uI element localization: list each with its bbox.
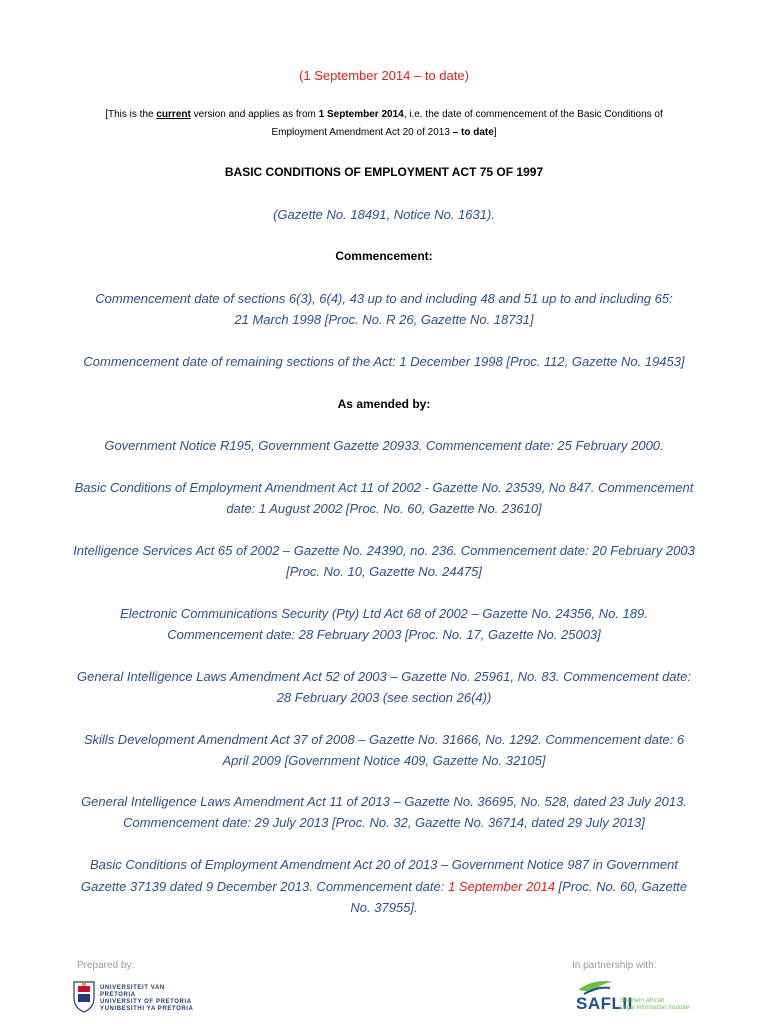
amendment-item: Commencement date: 28 February 2003 [Proc. No. 17, Gazette No. 25003]	[167, 627, 601, 642]
version-line: (1 September 2014 – to date)	[299, 68, 469, 83]
amendment-item: Skills Development Amendment Act 37 of 2008 – Gazette No. 31666, No. 1292. Commencement date: 6	[83, 732, 685, 747]
university-of-pretoria-logo	[72, 978, 202, 1014]
saflii-wordmark: SAFLII	[576, 994, 633, 1013]
amendment-item: Government Notice R195, Government Gazette 20933. Commencement date: 25 February 2000.	[104, 438, 664, 453]
amendment-item: 28 February 2003 (see section 26(4))	[276, 690, 492, 705]
saflii-tagline: Legal Information Institute	[620, 1005, 690, 1011]
up-logo-line: UNIVERSITY OF PRETORIA	[100, 999, 192, 1005]
amendment-item: [Proc. No. 10, Gazette No. 24475]	[286, 564, 482, 579]
amendment-item: Basic Conditions of Employment Amendment Act 11 of 2002 - Gazette No. 23539, No 847. Commencement	[74, 480, 694, 495]
amendment-item: General Intelligence Laws Amendment Act 52 of 2003 – Gazette No. 25961, No. 83. Commencement date:	[76, 669, 691, 684]
gazette-reference: (Gazette No. 18491, Notice No. 1631).	[273, 207, 495, 222]
current-label: current	[156, 109, 191, 120]
act-title: BASIC CONDITIONS OF EMPLOYMENT ACT 75 OF 1997	[224, 165, 544, 179]
amended-heading: As amended by:	[337, 397, 431, 411]
amendment-item: date: 1 August 2002 [Proc. No. 60, Gazette No. 23610]	[226, 501, 542, 516]
up-logo-line: UNIVERSITEIT VAN PRETORIA	[100, 985, 165, 998]
amendment-item: No. 37955].	[350, 900, 418, 915]
partnership-label: In partnership with:	[572, 960, 657, 971]
commencement-item: Commencement date of remaining sections of the Act: 1 December 1998 [Proc. 112, Gazette No. 19453]	[83, 354, 685, 369]
up-logo-line: YUNIBESITHI YA PRETORIA	[100, 1006, 194, 1012]
saflii-logo	[574, 976, 694, 1016]
amendment-item: Basic Conditions of Employment Amendment Act 20 of 2013 – Government Notice 987 in Government	[90, 857, 678, 872]
effective-date: 1 September 2014	[447, 879, 555, 894]
prepared-by-label: Prepared by:	[77, 960, 135, 971]
version-note-line1: [This is the current version and applies as from 1 September 2014, i.e. the date of commencement of the Basic Conditions of	[105, 109, 663, 120]
amendment-item: Intelligence Services Act 65 of 2002 – Gazette No. 24390, no. 236. Commencement date: 20 February 2003	[73, 543, 695, 558]
amendment-item: General Intelligence Laws Amendment Act 11 of 2013 – Gazette No. 36695, No. 528, dated 23 July 2013.	[81, 794, 687, 809]
saflii-tagline: Southern African	[620, 998, 665, 1004]
amendment-item: Electronic Communications Security (Pty) Ltd Act 68 of 2002 – Gazette No. 24356, No. 189.	[120, 606, 648, 621]
amendment-item: April 2009 [Government Notice 409, Gazette No. 32105]	[222, 753, 546, 768]
commencement-heading: Commencement:	[335, 249, 433, 263]
commencement-item: 21 March 1998 [Proc. No. R 26, Gazette No. 18731]	[234, 312, 534, 327]
amendment-item: Commencement date: 29 July 2013 [Proc. No. 32, Gazette No. 36714, dated 29 July 2013]	[123, 815, 645, 830]
commencement-item: Commencement date of sections 6(3), 6(4), 43 up to and including 48 and 51 up to and including 65:	[95, 291, 673, 306]
version-note-line2: Employment Amendment Act 20 of 2013 – to date]	[271, 127, 497, 138]
amendment-item: Gazette 37139 dated 9 December 2013. Commencement date: 1 September 2014 [Proc. No. 60, Gazette	[80, 879, 688, 894]
